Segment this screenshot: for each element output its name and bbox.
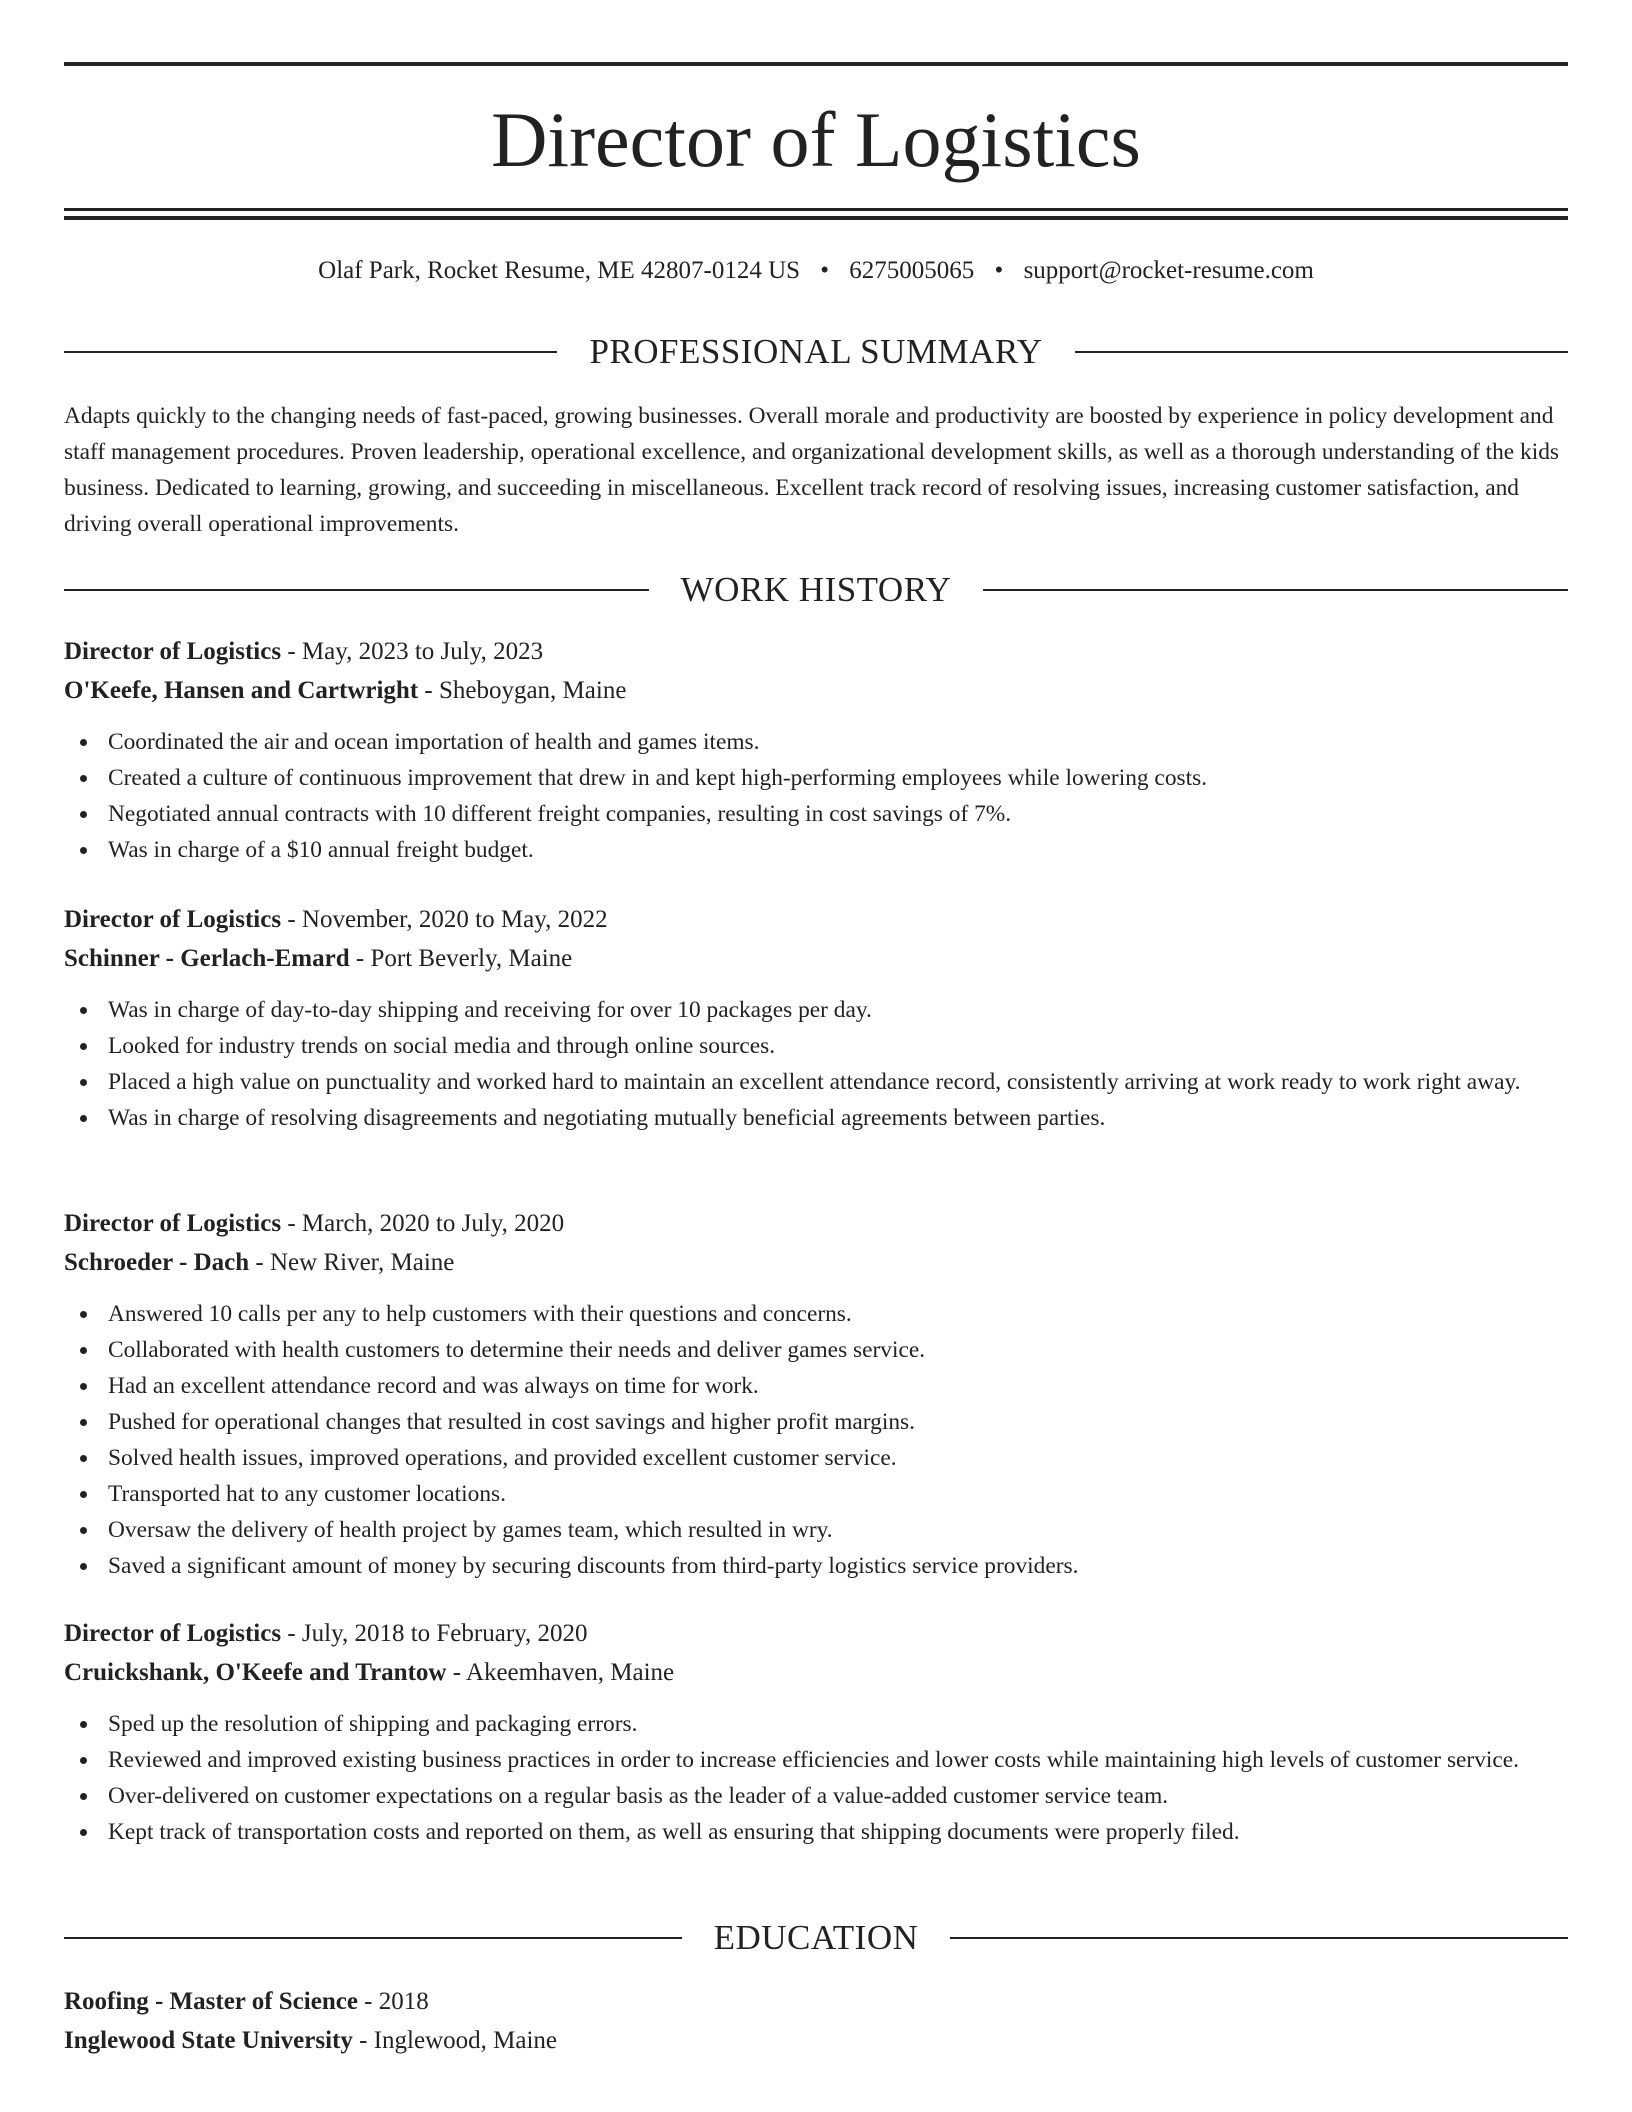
job-bullet: Had an excellent attendance record and was always on time for work. bbox=[64, 1368, 1568, 1404]
education-heading-label: EDUCATION bbox=[713, 1918, 919, 1957]
job-location: - Sheboygan, Maine bbox=[418, 677, 627, 704]
work-history-heading bbox=[64, 568, 1568, 612]
job-bullet: Kept track of transportation costs and reported on them, as well as ensuring that shipping documents were properly filed. bbox=[64, 1814, 1568, 1850]
job-bullet: Pushed for operational changes that resulted in cost savings and higher profit margins. bbox=[64, 1404, 1568, 1440]
job-title-line bbox=[64, 1204, 1568, 1243]
job-bullets bbox=[64, 1706, 1568, 1850]
job-location: - New River, Maine bbox=[249, 1249, 455, 1276]
job-company: O'Keefe, Hansen and Cartwright bbox=[64, 677, 419, 704]
job-bullet: Was in charge of day-to-day shipping and receiving for over 10 packages per day. bbox=[64, 992, 1568, 1028]
job-entry bbox=[64, 632, 1568, 868]
education-degree: Roofing - Master of Science bbox=[64, 1988, 358, 2015]
job-title-line bbox=[64, 1614, 1568, 1653]
education-school-line bbox=[64, 2021, 1568, 2060]
job-bullets bbox=[64, 724, 1568, 868]
job-company-line bbox=[64, 1243, 1568, 1282]
job-title: Director of Logistics bbox=[64, 1620, 282, 1647]
job-bullet: Was in charge of resolving disagreements and negotiating mutually beneficial agreements between parties. bbox=[64, 1100, 1568, 1136]
heading-rule-right bbox=[983, 589, 1568, 591]
job-bullet: Saved a significant amount of money by securing discounts from third-party logistics service providers. bbox=[64, 1548, 1568, 1584]
job-title: Director of Logistics bbox=[64, 1210, 282, 1237]
job-dates: - November, 2020 to May, 2022 bbox=[281, 906, 608, 933]
job-bullet: Was in charge of a $10 annual freight budget. bbox=[64, 832, 1568, 868]
job-company: Cruickshank, O'Keefe and Trantow bbox=[64, 1659, 447, 1686]
resume-title: Director of Logistics bbox=[491, 96, 1141, 183]
education-location: - Inglewood, Maine bbox=[352, 2027, 558, 2054]
job-bullet: Oversaw the delivery of health project by games team, which resulted in wry. bbox=[64, 1512, 1568, 1548]
contact-line bbox=[64, 254, 1568, 288]
job-dates: - May, 2023 to July, 2023 bbox=[281, 638, 544, 665]
job-bullet: Coordinated the air and ocean importation of health and games items. bbox=[64, 724, 1568, 760]
job-bullet: Collaborated with health customers to determine their needs and deliver games service. bbox=[64, 1332, 1568, 1368]
job-dates: - July, 2018 to February, 2020 bbox=[281, 1620, 588, 1647]
job-bullets bbox=[64, 992, 1568, 1136]
job-bullet: Negotiated annual contracts with 10 different freight companies, resulting in cost savings of 7%. bbox=[64, 796, 1568, 832]
heading-rule-right bbox=[1075, 351, 1568, 353]
contact-separator: • bbox=[820, 257, 830, 284]
contact-phone: 6275005065 bbox=[849, 257, 975, 284]
job-title-line bbox=[64, 632, 1568, 671]
job-bullet: Created a culture of continuous improvement that drew in and kept high-performing employees while lowering costs. bbox=[64, 760, 1568, 796]
job-company-line bbox=[64, 939, 1568, 978]
job-company: Schroeder - Dach bbox=[64, 1249, 250, 1276]
job-entry bbox=[64, 1204, 1568, 1584]
job-company: Schinner - Gerlach-Emard bbox=[64, 945, 350, 972]
education-heading bbox=[64, 1916, 1568, 1960]
education-degree-line bbox=[64, 1982, 1568, 2021]
job-dates: - March, 2020 to July, 2020 bbox=[281, 1210, 565, 1237]
summary-heading-label: PROFESSIONAL SUMMARY bbox=[589, 332, 1043, 371]
job-bullet: Sped up the resolution of shipping and packaging errors. bbox=[64, 1706, 1568, 1742]
contact-separator: • bbox=[994, 257, 1004, 284]
job-bullet: Over-delivered on customer expectations on a regular basis as the leader of a value-added customer service team. bbox=[64, 1778, 1568, 1814]
job-company-line bbox=[64, 1653, 1568, 1692]
job-title-line bbox=[64, 900, 1568, 939]
contact-email[interactable]: support@rocket-resume.com bbox=[1023, 257, 1314, 284]
education-entry bbox=[64, 1982, 1568, 2060]
job-bullet: Placed a high value on punctuality and worked hard to maintain an excellent attendance record, consistently arriving at work ready to work right away. bbox=[64, 1064, 1568, 1100]
heading-rule-right bbox=[950, 1937, 1568, 1939]
job-entry bbox=[64, 1614, 1568, 1850]
summary-heading bbox=[64, 330, 1568, 374]
title-double-rule bbox=[64, 208, 1568, 220]
job-bullet: Answered 10 calls per any to help customers with their questions and concerns. bbox=[64, 1296, 1568, 1332]
heading-rule-left bbox=[64, 351, 557, 353]
job-bullet: Reviewed and improved existing business practices in order to increase efficiencies and lower costs while maintaining high levels of customer service. bbox=[64, 1742, 1568, 1778]
job-location: - Port Beverly, Maine bbox=[349, 945, 573, 972]
top-rule bbox=[64, 62, 1568, 66]
summary-text: Adapts quickly to the changing needs of fast-paced, growing businesses. Overall morale and productivity are boosted by experience in policy development and staff management procedures. Proven leadership, operational excellence, and organizational development skills, as well as a thorough understanding of the kids business. Dedicated to learning, growing, and succeeding in miscellaneous. Excellent track record of resolving issues, increasing customer satisfaction, and driving overall operational improvements. bbox=[64, 403, 1560, 537]
job-bullets bbox=[64, 1296, 1568, 1584]
heading-rule-left bbox=[64, 1937, 682, 1939]
job-company-line bbox=[64, 671, 1568, 710]
education-school: Inglewood State University bbox=[64, 2027, 353, 2054]
job-bullet: Transported hat to any customer locations. bbox=[64, 1476, 1568, 1512]
job-entry bbox=[64, 900, 1568, 1136]
job-title: Director of Logistics bbox=[64, 638, 282, 665]
work-history-heading-label: WORK HISTORY bbox=[680, 570, 952, 609]
job-bullet: Solved health issues, improved operations, and provided excellent customer service. bbox=[64, 1440, 1568, 1476]
heading-rule-left bbox=[64, 589, 649, 591]
education-year: - 2018 bbox=[357, 1988, 429, 2015]
job-location: - Akeemhaven, Maine bbox=[446, 1659, 675, 1686]
contact-address: Olaf Park, Rocket Resume, ME 42807-0124 US bbox=[318, 257, 801, 284]
job-bullet: Looked for industry trends on social media and through online sources. bbox=[64, 1028, 1568, 1064]
job-title: Director of Logistics bbox=[64, 906, 282, 933]
